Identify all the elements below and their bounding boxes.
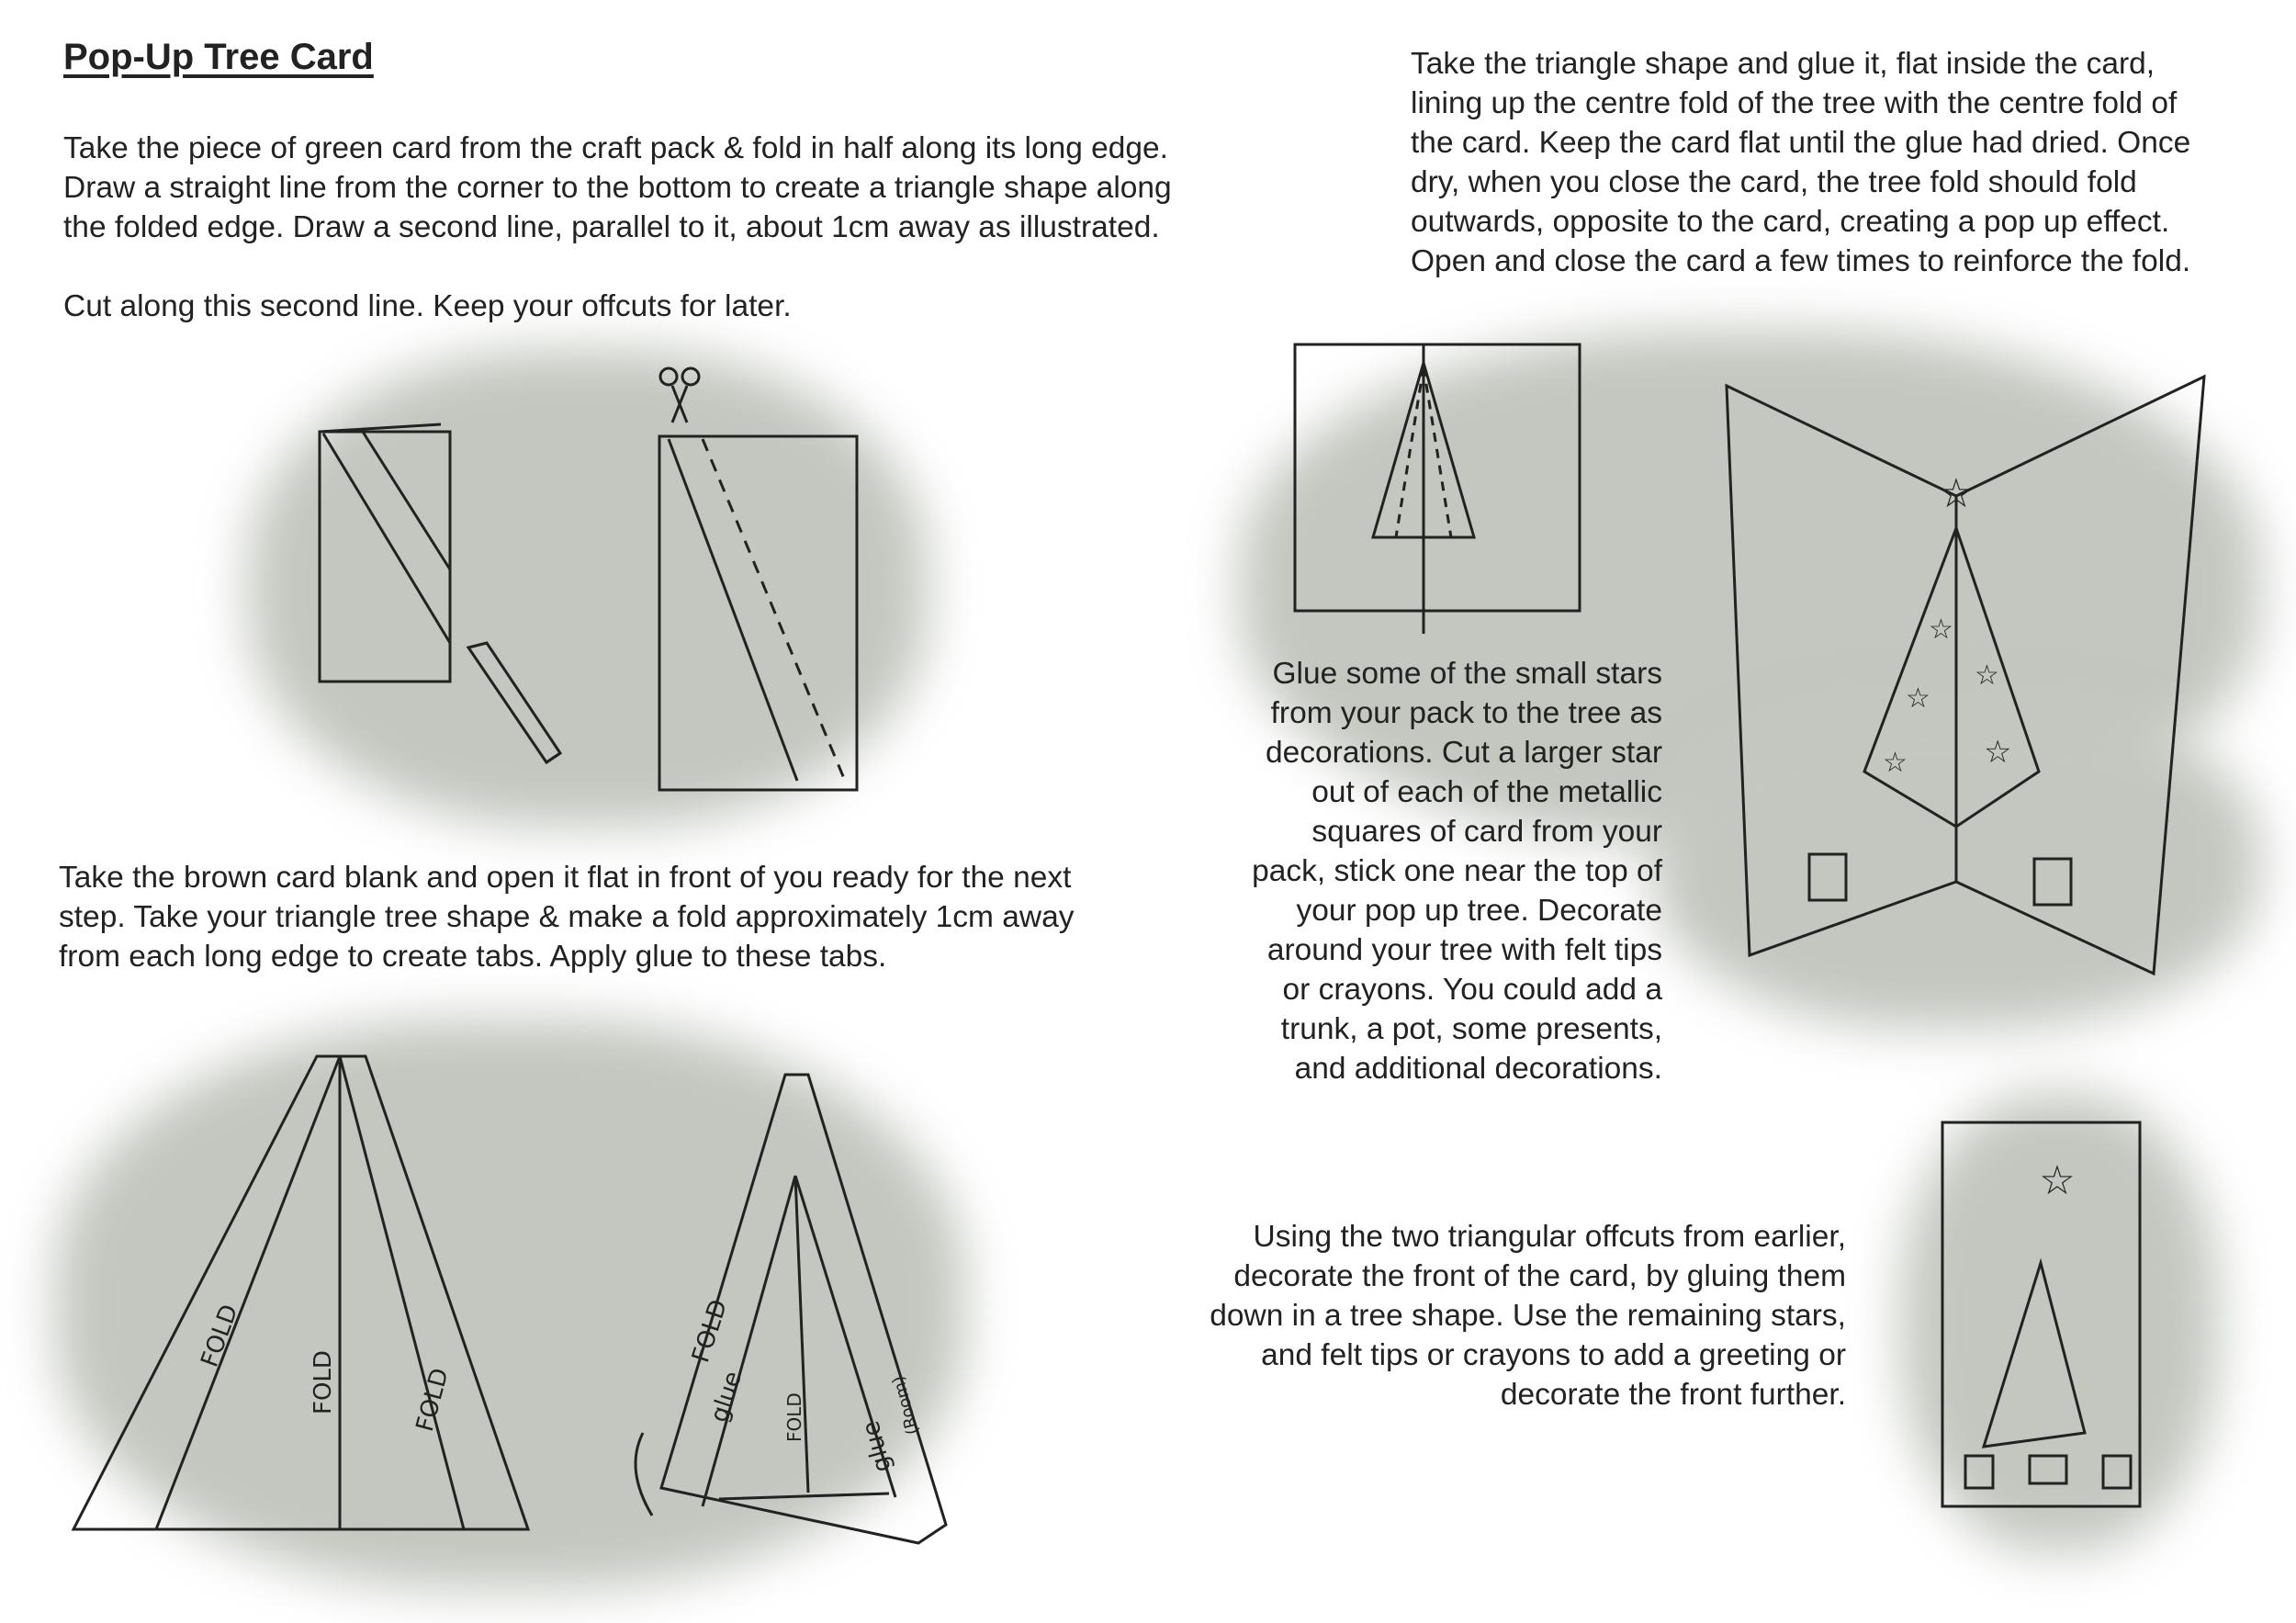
tree-fold-sketch [73,1056,528,1529]
svg-text:FOLD: FOLD [310,1350,337,1414]
page-title: Pop-Up Tree Card [63,37,374,77]
step5-text: Using the two triangular offcuts from earlier, decorate the front of the card, by gluing them down in a tree shape. Use the remaining stars, and felt tips or crayons to add a greeting or decorate the front further. [1210,1220,1846,1412]
svg-text:(Room): (Room) [888,1373,923,1437]
step3-text: Take the triangle shape and glue it, flat inside the card, lining up the centre fold of the tree with the centre fold of the card. Keep the card flat until the glue had dried. Once dry, when you close the card, the tree fold should fold outwards, opposite to the card, creating a pop up effect. Open and close the card a few times to reinforce the fold. [1411,47,2191,278]
svg-text:glue: glue [705,1368,748,1426]
present-icon [1965,1456,1993,1488]
popup-card-sketch [1727,377,2204,974]
star-icon: ☆ [1984,735,2012,770]
pot-icon [2030,1456,2066,1483]
present-icon [2103,1456,2131,1488]
svg-text:FOLD: FOLD [196,1301,244,1371]
present-icon [1809,854,1846,900]
svg-text:FOLD: FOLD [783,1392,805,1442]
cut-card-sketch [659,368,857,790]
card-front-sketch [1942,1122,2140,1506]
pencil-icon [468,643,560,762]
present-icon [2034,859,2071,905]
star-icon: ☆ [2039,1158,2076,1203]
star-icon: ☆ [1975,660,1999,691]
step1b-text: Cut along this second line. Keep your offcuts for later. [63,289,792,323]
star-icon: ☆ [1883,748,1908,778]
star-icon: ☆ [1929,614,1953,645]
tree-glue-sketch [636,1075,946,1543]
star-icon: ☆ [1938,471,1975,516]
step2-text: Take the brown card blank and open it flat in front of you ready for the next step. Take your triangle tree shape & make a fold approximately 1cm away from each long edge to create tabs. Apply glue to these tabs. [59,861,1075,974]
step1-text: Take the piece of green card from the craft pack & fold in half along its long edge. Draw a straight line from the corner to the bottom to create a triangle shape along the folded edge. Draw a second line, parallel to it, about 1cm away as illustrated. [63,131,1172,244]
step4-text: Glue some of the small stars from your pack to the tree as decorations. Cut a larger star out of each of the metallic squares of card from your pack, stick one near the top of your pop up tree. Decorate around your tree with felt tips or crayons. You could add a trunk, a pot, some presents, and additional decorations. [1252,657,1662,1086]
scissors-icon [660,368,699,423]
folded-card-sketch [320,424,450,682]
svg-text:FOLD: FOLD [687,1296,734,1367]
star-icon: ☆ [1906,683,1930,714]
svg-text:glue: glue [857,1417,897,1475]
svg-text:FOLD: FOLD [411,1365,455,1435]
flat-card-sketch [1295,344,1580,634]
